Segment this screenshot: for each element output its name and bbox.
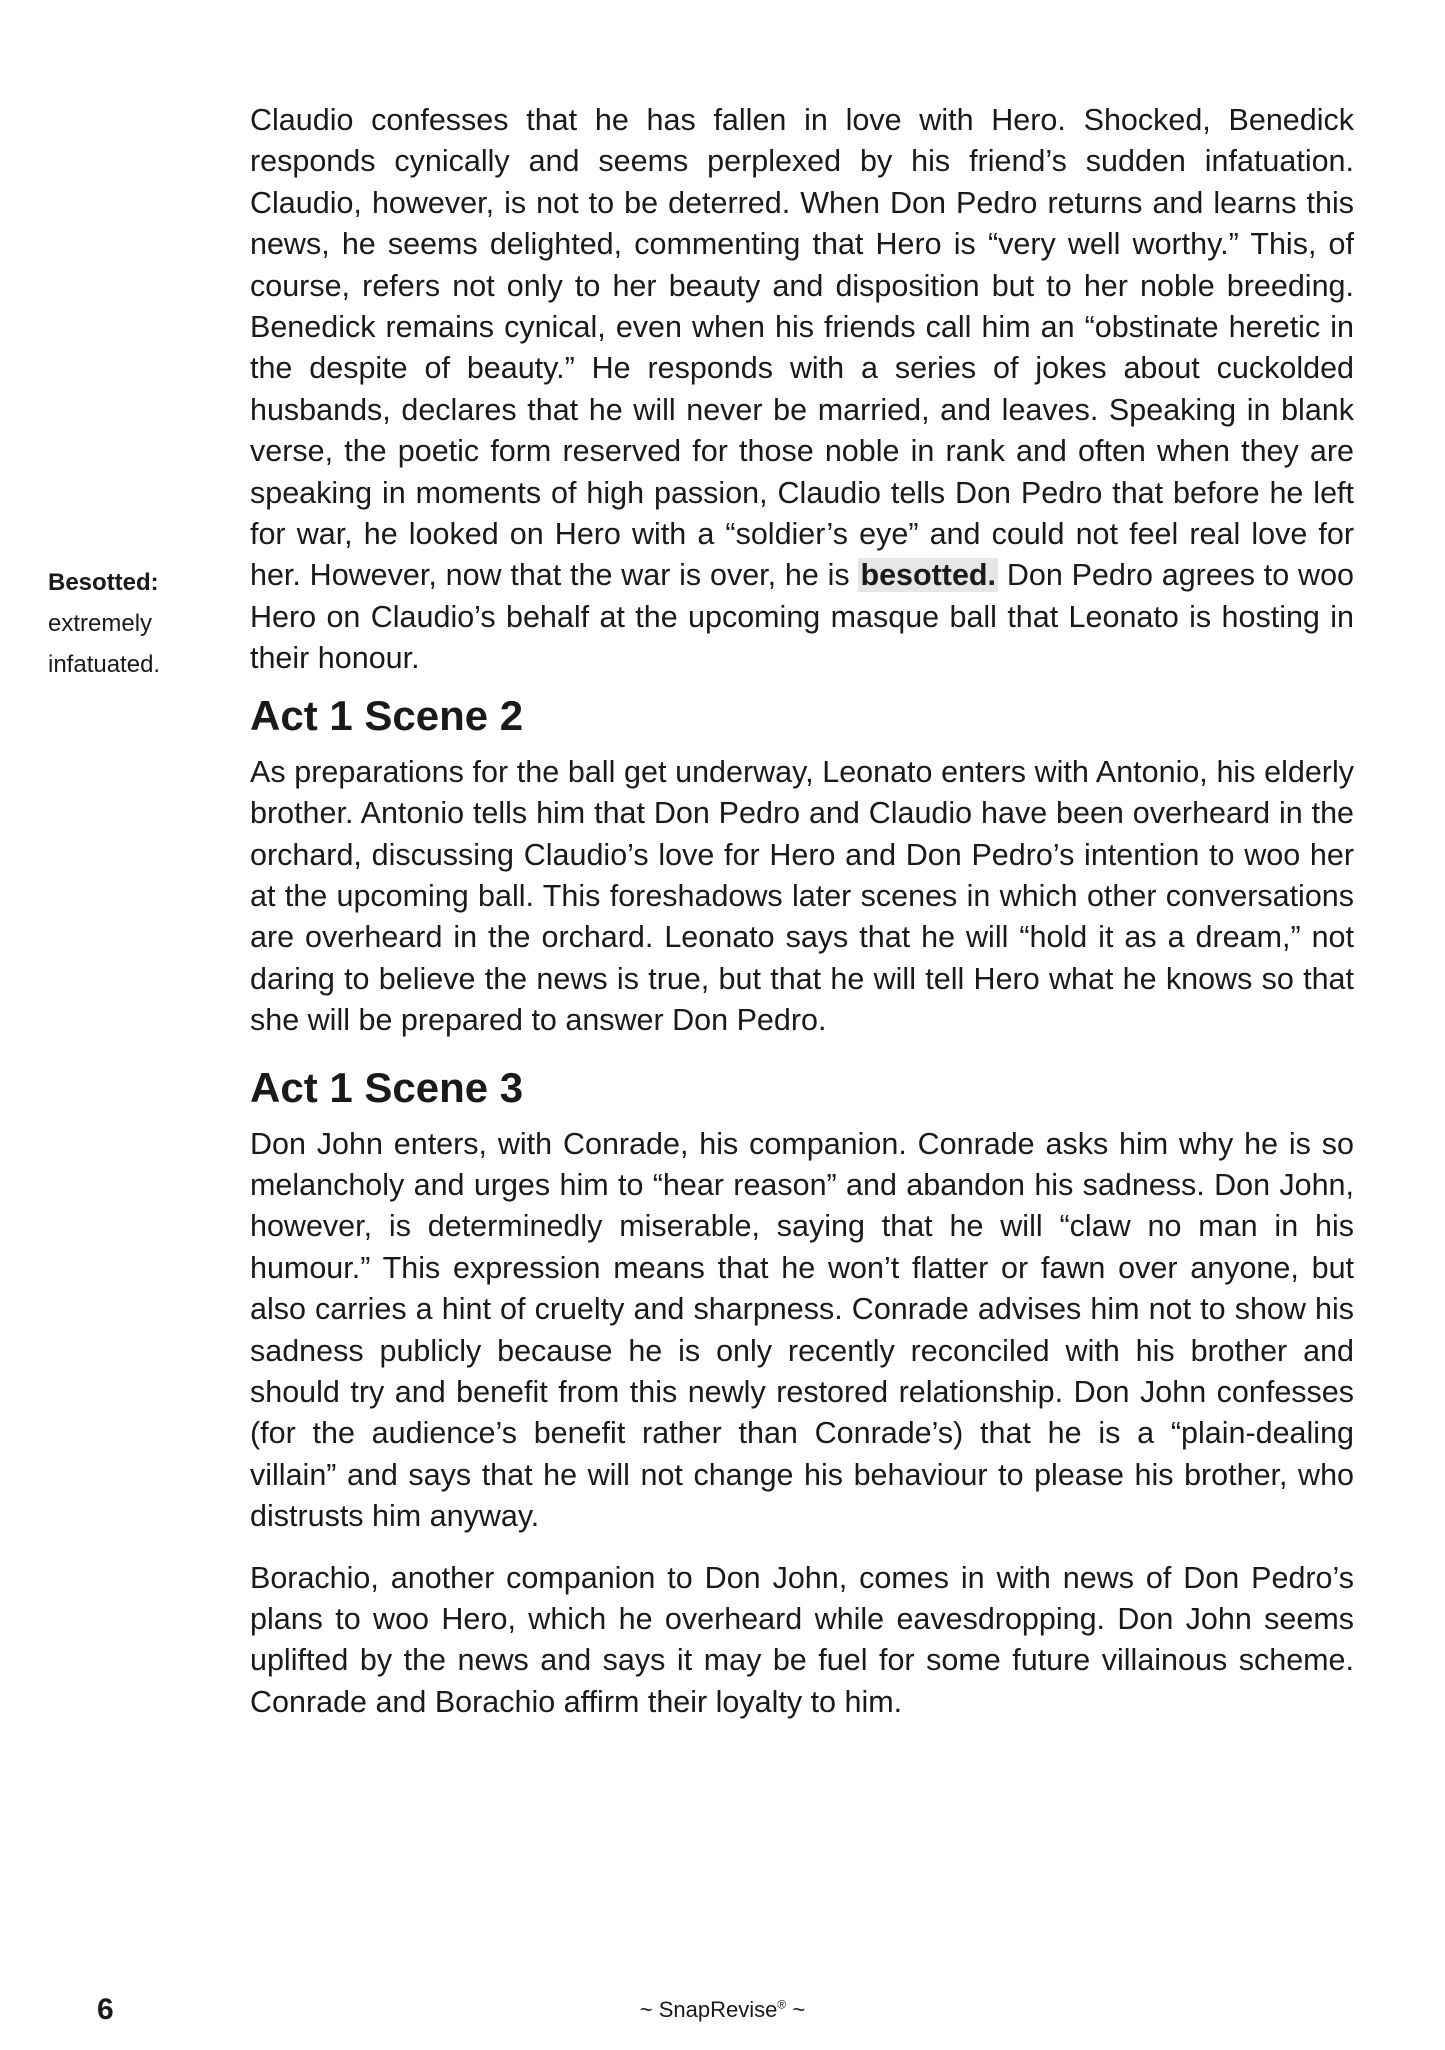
page-number: 6	[97, 1993, 114, 2026]
scene-2-paragraph: As preparations for the ball get underway, Leonato enters with Antonio, his elderly brother. Antonio tells him that Don Pedro and Claudio have been overheard in the orchard, discussing Claudio’s love for Hero and Don Pedro’s intention to woo her at the upcoming ball. This foreshadows later scenes in which other conversations are overheard in the orchard. Leonato says that he will “hold it as a dream,” not daring to believe the news is true, but that he will tell Hero what he knows so that she will be prepared to answer Don Pedro.	[250, 754, 1354, 1038]
scene-3-paragraph-2: Borachio, another companion to Don John, comes in with news of Don Pedro’s plans to woo Hero, which he overheard while eavesdropping. Don John seems uplifted by the news and says it may be fuel for some future villainous scheme. Conrade and Borachio affirm their loyalty to him.	[250, 1560, 1354, 1719]
intro-text-after: Don Pedro agrees to woo Hero on Claudio’s behalf at the upcoming masque ball that Leonato is hosting in their honour.	[250, 558, 1354, 676]
brand-name: ~ SnapRevise	[639, 1997, 778, 2022]
scene-2-heading: Act 1 Scene 2	[250, 691, 524, 739]
footer-brand	[0, 1997, 1445, 2023]
glossary-term: Besotted:	[48, 569, 159, 596]
scene-3-heading: Act 1 Scene 3	[250, 1063, 524, 1111]
glossary-sidenote	[48, 562, 208, 685]
main-content	[250, 100, 1354, 1743]
brand-tilde: ~	[786, 1997, 806, 2022]
intro-text-before: Claudio confesses that he has fallen in love with Hero. Shocked, Benedick responds cynically and seems perplexed by his friend’s sudden infatuation. Claudio, however, is not to be deterred. When Don Pedro returns and learns this news, he seems delighted, commenting that Hero is “very well worthy.” This, of course, refers not only to her beauty and disposition but to her noble breeding. Benedick remains cynical, even when his friends call him an “obstinate heretic in the despite of beauty.” He responds with a series of jokes about cuckolded husbands, declares that he will never be married, and leaves. Speaking in blank verse, the poetic form reserved for those noble in rank and often when they are speaking in moments of high passion, Claudio tells Don Pedro that before he left for war, he looked on Hero with a “soldier’s eye” and could not feel real love for her. However, now that the war is over, he is	[250, 103, 1354, 593]
glossary-definition-line-2: infatuated.	[48, 651, 161, 678]
scene-3-paragraph-1: Don John enters, with Conrade, his companion. Conrade asks him why he is so melancholy and urges him to “hear reason” and abandon his sadness. Don John, however, is determinedly miserable, saying that he will “claw no man in his humour.” This expression means that he won’t flatter or fawn over anyone, but also carries a hint of cruelty and sharpness. Conrade advises him not to show his sadness publicly because he is only recently reconciled with his brother and should try and benefit from this newly restored relationship. Don John confesses (for the audience’s benefit rather than Conrade’s) that he is a “plain-dealing villain” and says that he will not change his behaviour to please his brother, who distrusts him anyway.	[250, 1126, 1354, 1534]
glossary-definition-line-1: extremely	[48, 610, 153, 637]
registered-mark: ®	[777, 1997, 787, 2012]
intro-paragraph	[250, 100, 1354, 680]
highlighted-term: besotted.	[860, 558, 997, 593]
